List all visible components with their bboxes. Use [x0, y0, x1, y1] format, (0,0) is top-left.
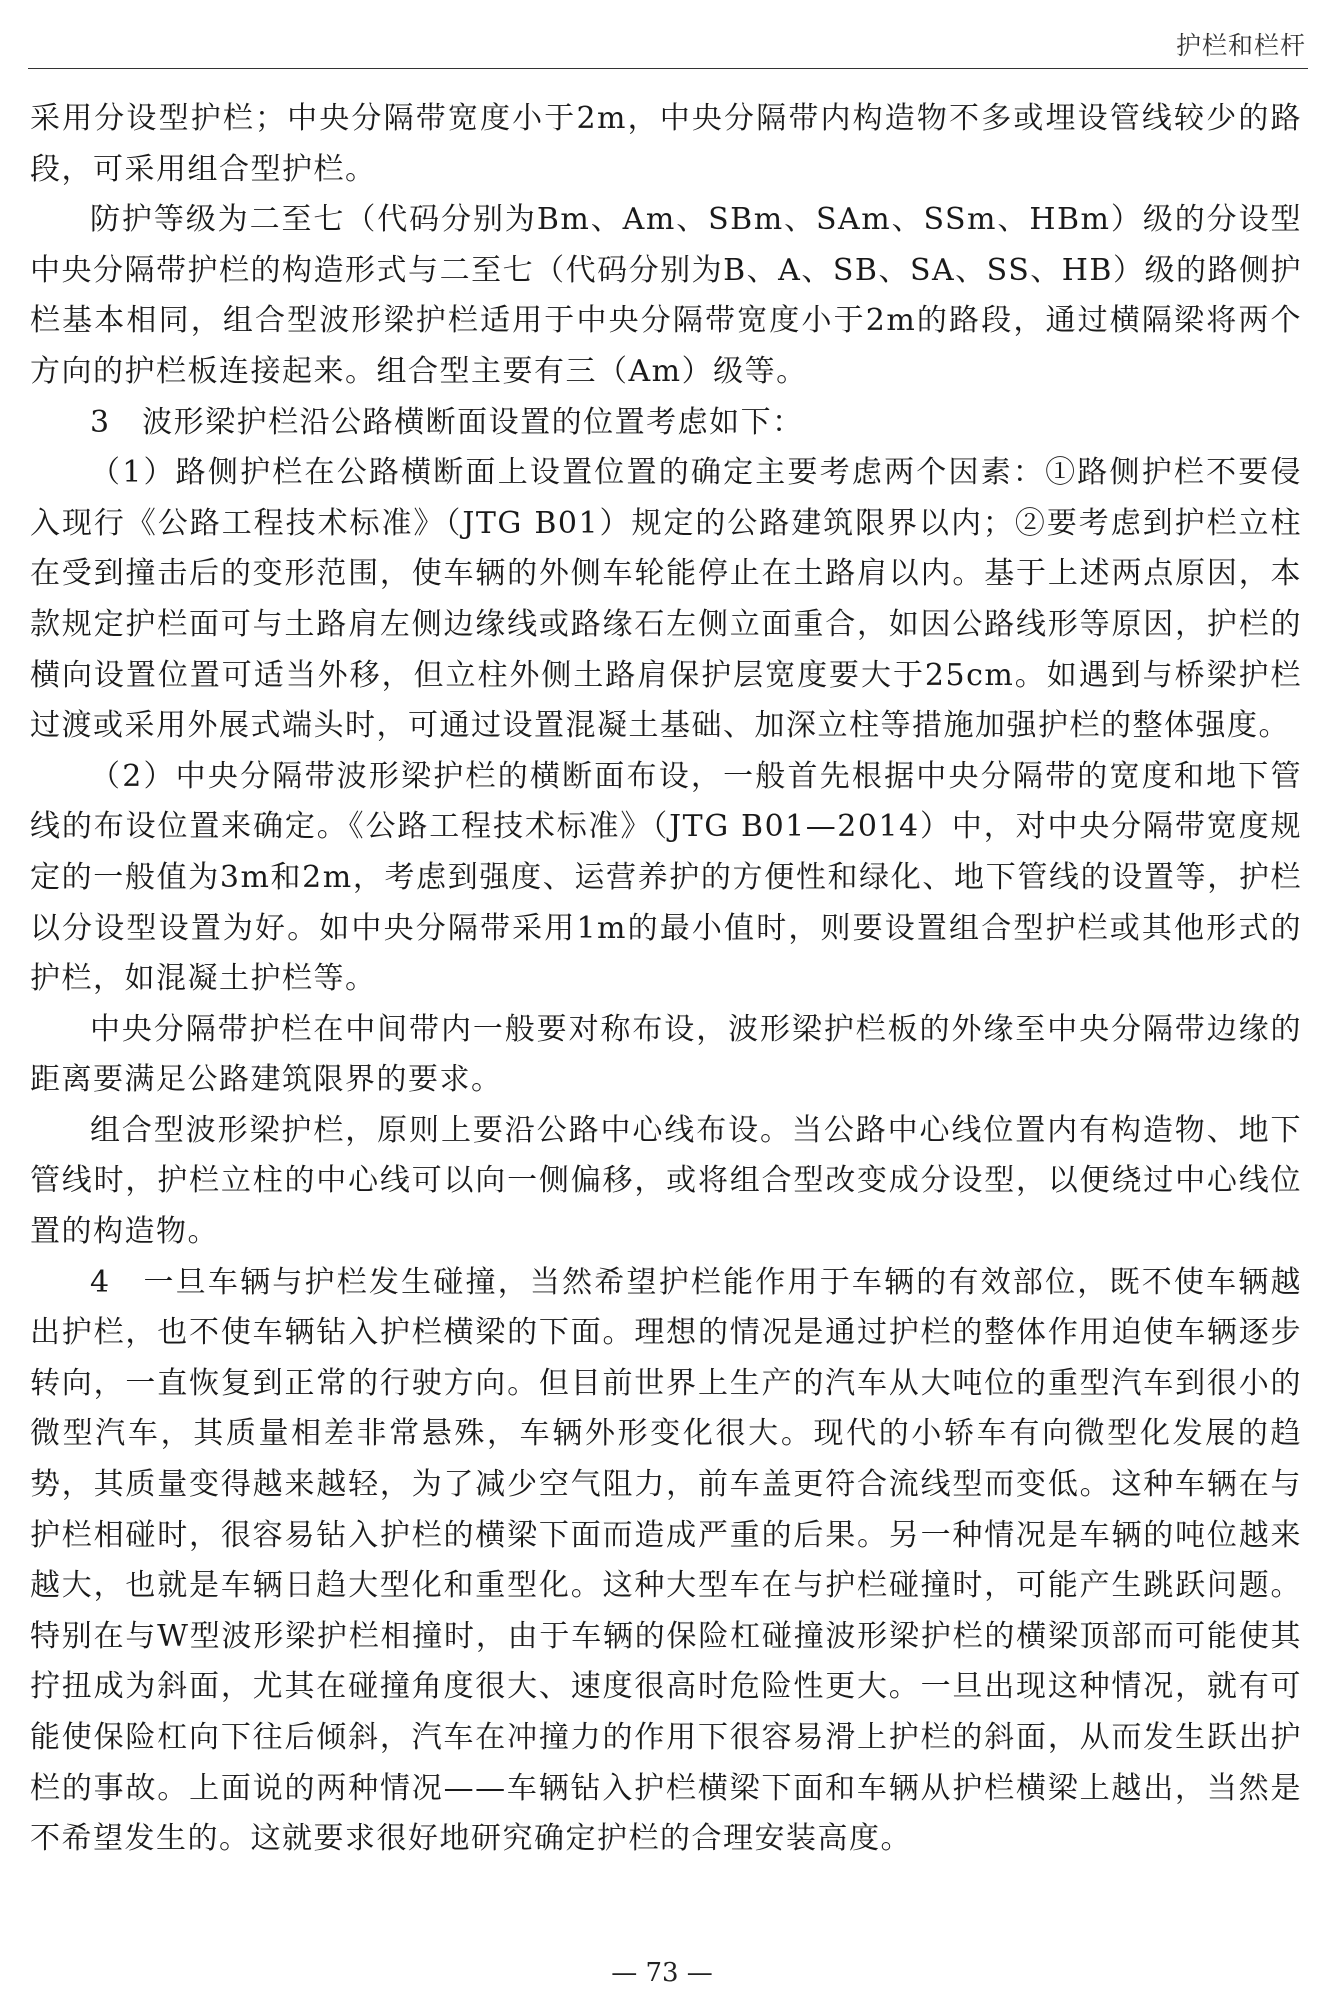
page-number: — 73 —: [611, 1958, 713, 1988]
page-body: [30, 94, 1302, 1865]
paragraph-item-3-1: （1）路侧护栏在公路横断面上设置位置的确定主要考虑两个因素：①路侧护栏不要侵入现行《公路工程技术标准》（JTG B01）规定的公路建筑限界以内；②要考虑到护栏立柱在受到撞击后的变形范围，使车辆的外侧车轮能停止在土路肩以内。基于上述两点原因，本款规定护栏面可与土路肩左侧边缘线或路缘石左侧立面重合，如因公路线形等原因，护栏的横向设置位置可适当外移，但立柱外侧土路肩保护层宽度要大于25cm。如遇到与桥梁护栏过渡或采用外展式端头时，可通过设置混凝土基础、加深立柱等措施加强护栏的整体强度。: [30, 455, 1302, 744]
paragraph-median-symmetry: 中央分隔带护栏在中间带内一般要对称布设，波形梁护栏板的外缘至中央分隔带边缘的距离要满足公路建筑限界的要求。: [30, 1011, 1302, 1098]
paragraph-continuation: 采用分设型护栏；中央分隔带宽度小于2m，中央分隔带内构造物不多或埋设管线较少的路段，可采用组合型护栏。: [30, 101, 1302, 187]
paragraph-item-3-2: （2）中央分隔带波形梁护栏的横断面布设，一般首先根据中央分隔带的宽度和地下管线的布设位置来确定。《公路工程技术标准》（JTG B01—2014）中，对中央分隔带宽度规定的一般值为3m和2m，考虑到强度、运营养护的方便性和绿化、地下管线的设置等，护栏以分设型设置为好。如中央分隔带采用1m的最小值时，则要设置组合型护栏或其他形式的护栏，如混凝土护栏等。: [30, 758, 1302, 997]
header-rule: [28, 68, 1308, 69]
paragraph-item-4: 4 一旦车辆与护栏发生碰撞，当然希望护栏能作用于车辆的有效部位，既不使车辆越出护栏，也不使车辆钻入护栏横梁的下面。理想的情况是通过护栏的整体作用迫使车辆逐步转向，一直恢复到正常的行驶方向。但目前世界上生产的汽车从大吨位的重型汽车到很小的微型汽车，其质量相差非常悬殊，车辆外形变化很大。现代的小轿车有向微型化发展的趋势，其质量变得越来越轻，为了减少空气阻力，前车盖更符合流线型而变低。这种车辆在与护栏相碰时，很容易钻入护栏的横梁下面而造成严重的后果。另一种情况是车辆的吨位越来越大，也就是车辆日趋大型化和重型化。这种大型车在与护栏碰撞时，可能产生跳跃问题。特别在与W型波形梁护栏相撞时，由于车辆的保险杠碰撞波形梁护栏的横梁顶部而可能使其拧扭成为斜面，尤其在碰撞角度很大、速度很高时危险性更大。一旦出现这种情况，就有可能使保险杠向下往后倾斜，汽车在冲撞力的作用下很容易滑上护栏的斜面，从而发生跃出护栏的事故。上面说的两种情况——车辆钻入护栏横梁下面和车辆从护栏横梁上越出，当然是不希望发生的。这就要求很好地研究确定护栏的合理安装高度。: [30, 1264, 1302, 1857]
paragraph-combined-guardrail: 组合型波形梁护栏，原则上要沿公路中心线布设。当公路中心线位置内有构造物、地下管线时，护栏立柱的中心线可以向一侧偏移，或将组合型改变成分设型，以便绕过中心线位置的构造物。: [30, 1112, 1302, 1250]
paragraph-protection-levels: 防护等级为二至七（代码分别为Bm、Am、SBm、SAm、SSm、HBm）级的分设型中央分隔带护栏的构造形式与二至七（代码分别为B、A、SB、SA、SS、HB）级的路侧护栏基本相同，组合型波形梁护栏适用于中央分隔带宽度小于2m的路段，通过横隔梁将两个方向的护栏板连接起来。组合型主要有三（Am）级等。: [30, 202, 1302, 389]
paragraph-item-3-heading: 3 波形梁护栏沿公路横断面设置的位置考虑如下：: [90, 404, 804, 440]
running-header-title: 护栏和栏杆: [1175, 31, 1306, 60]
